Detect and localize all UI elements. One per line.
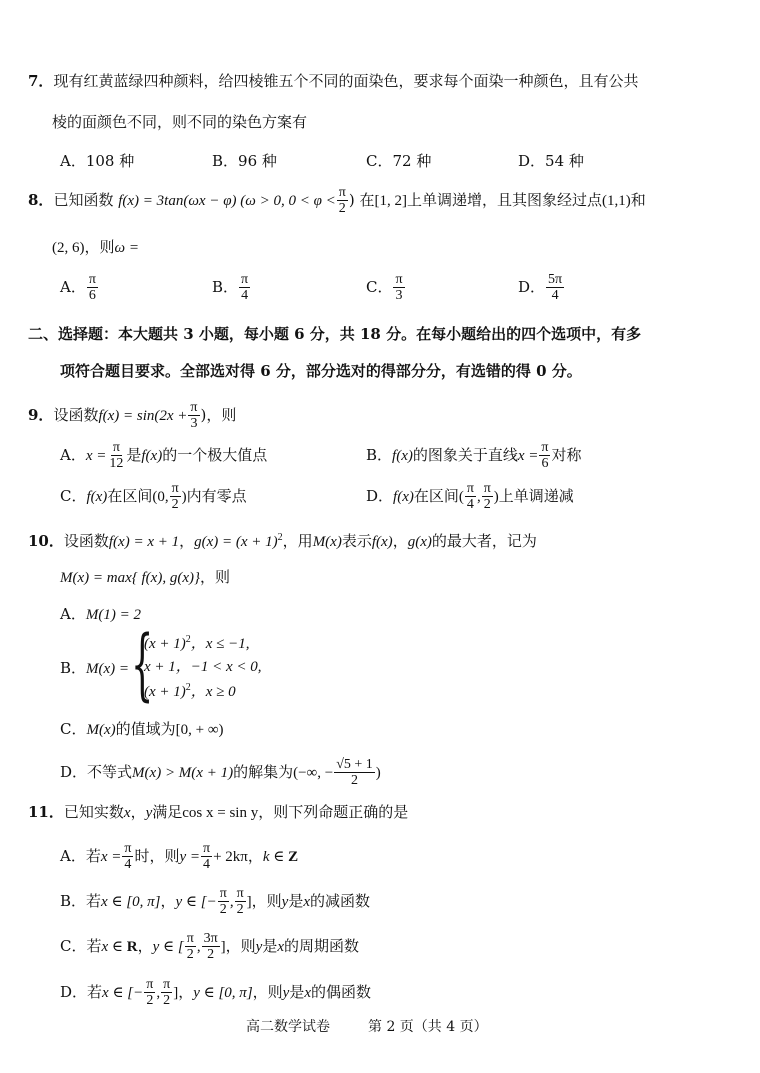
option-b: [366, 440, 582, 472]
question-text: 满足: [152, 803, 183, 821]
math: [0, + ∞): [175, 722, 224, 738]
math: (x + 1): [144, 636, 186, 652]
fraction: $\frac{\pi}{4}$: [203, 841, 211, 873]
math: cos x = sin y: [182, 805, 259, 821]
option-label: B．: [212, 277, 239, 296]
fraction: $\frac{\pi}{4}$: [241, 272, 249, 304]
question-text: 已知实数: [63, 803, 124, 821]
math: f(x): [86, 488, 108, 505]
option-d: D．54 种: [518, 152, 584, 170]
option-label: B．: [60, 659, 87, 677]
math: y: [281, 893, 289, 910]
piecewise-case-1: [144, 634, 250, 653]
fraction: $\frac{\pi}{2}$: [171, 481, 179, 513]
fraction: $\frac{5\pi}{4}$: [548, 272, 563, 304]
math: y ∈ [: [152, 938, 184, 955]
math: M(1) = 2: [85, 607, 141, 623]
interval: [1, 2]: [374, 192, 407, 209]
math: ]: [246, 893, 252, 910]
option-label: A．: [60, 846, 86, 865]
question-text: ，: [130, 803, 146, 821]
exponent: 2: [185, 634, 191, 645]
question-text: 设函数: [63, 532, 109, 550]
question-9-stem: [28, 400, 236, 432]
question-10-line-2: [60, 568, 230, 587]
math: M(x): [86, 722, 116, 738]
math: ]: [220, 938, 226, 955]
option-text: 是: [126, 445, 142, 464]
math: ,: [229, 893, 234, 910]
option-label: B．: [60, 891, 87, 910]
option-text: 对称: [551, 445, 582, 464]
math: + 2kπ，: [213, 848, 263, 865]
math: x: [303, 893, 311, 910]
math: f(x): [371, 534, 393, 550]
option-label: A．: [60, 445, 86, 464]
math: y =: [179, 848, 201, 865]
fraction: $\frac{\pi}{2}$: [146, 977, 154, 1009]
option-a: A．108 种: [60, 152, 135, 170]
option-text: 不等式: [87, 762, 133, 781]
option-text: ，则: [225, 936, 256, 955]
math: y: [145, 805, 153, 821]
fraction: $\frac{\pi}{2}$: [163, 977, 171, 1009]
option-d: [60, 757, 381, 789]
math: ,: [156, 984, 161, 1001]
fraction: $\frac{3\pi}{2}$: [203, 931, 218, 963]
math: ，x ≥ 0: [190, 684, 236, 700]
point: (1,1): [601, 192, 631, 209]
fraction: $\frac{\pi}{3}$: [190, 400, 198, 432]
option-label: C．: [60, 720, 87, 738]
math: x =: [100, 848, 122, 865]
math: x: [304, 984, 312, 1001]
exponent: 2: [185, 682, 191, 693]
option-label: B．: [366, 445, 393, 464]
fraction: $\frac{\pi}{6}$: [541, 440, 549, 472]
option-text: 是: [288, 891, 304, 910]
option-text: 的减函数: [310, 891, 371, 910]
piecewise-brace: {: [131, 620, 154, 710]
question-text: 已知函数: [53, 190, 114, 209]
question-8-line-1: [28, 185, 646, 217]
fraction: $\frac{\pi}{2}$: [186, 931, 194, 963]
math: x =: [517, 447, 539, 464]
math: ): [375, 764, 381, 781]
math: x =: [85, 447, 107, 464]
question-text: ，: [179, 532, 195, 550]
fraction: $\frac{√5 + 1}{2}$: [336, 757, 373, 789]
math: y ∈ [0, π]: [193, 984, 253, 1001]
math: g(x) = (x + 1): [194, 534, 278, 550]
integer-set: Z: [288, 848, 299, 865]
function-formula: f(x) = sin(2x +: [98, 407, 188, 424]
math: f(x): [141, 447, 163, 464]
section-heading-line-2: 项符合题目要求。全部选对得 6 分，部分选对的得部分分，有选错的得 0 分。: [60, 362, 582, 380]
real-set: R: [126, 938, 138, 955]
option-text: 的一个极大值点: [162, 445, 268, 464]
fraction: $\frac{\pi}{2}$: [483, 481, 491, 513]
option-text: 是: [289, 982, 305, 1001]
option-label: D．: [518, 277, 546, 296]
math: f(x): [392, 447, 413, 464]
option-label: D．: [60, 982, 88, 1001]
option-d: [366, 481, 574, 513]
fraction: $\frac{\pi}{6}$: [88, 272, 96, 304]
option-text: ，: [178, 982, 194, 1001]
question-10-line-1: [28, 532, 537, 551]
question-text: 的最大者，记为: [431, 532, 537, 550]
option-d: [60, 977, 371, 1009]
footer-page-number: 第 2 页（共 4 页）: [368, 1019, 488, 1035]
exponent: 2: [277, 532, 283, 543]
math: M(x) = max{ f(x), g(x)}: [60, 570, 200, 586]
math: k ∈: [262, 848, 289, 865]
math: f(x): [393, 488, 414, 505]
option-text: 若: [85, 846, 101, 865]
fraction: $\frac{\pi}{2}$: [219, 886, 227, 918]
option-label: A．: [60, 605, 86, 623]
question-text: ，: [392, 532, 408, 550]
option-c: [60, 720, 224, 739]
question-number: 9．: [28, 405, 54, 424]
question-text: 和: [630, 190, 646, 209]
math: M(x): [312, 534, 342, 550]
footer-subject: 高二数学试卷: [246, 1019, 330, 1035]
option-d: [518, 272, 565, 304]
question-text: 现有红黄蓝绿四种颜料，给四棱锥五个不同的面染色，要求每个面染一种颜色，且有公共: [53, 72, 639, 90]
question-text: ，则下列命题正确的是: [258, 803, 409, 821]
math: x ∈: [101, 938, 127, 955]
fraction: $\frac{\pi}{3}$: [395, 272, 403, 304]
option-label: A．: [60, 277, 86, 296]
question-number: 10．: [28, 532, 64, 550]
math: y: [282, 984, 290, 1001]
option-c: C．72 种: [366, 152, 432, 170]
fraction: $\frac{\pi}{2}$: [338, 185, 346, 217]
option-text: 若: [86, 936, 102, 955]
option-text: 的值域为: [115, 720, 176, 738]
option-text: 的图象关于直线: [412, 445, 518, 464]
math: x ∈ [−: [102, 984, 144, 1001]
math: M(x) =: [86, 661, 130, 677]
option-text: 若: [86, 891, 102, 910]
math: (: [458, 488, 464, 505]
math: y: [255, 938, 263, 955]
fraction: $\frac{\pi}{4}$: [466, 481, 474, 513]
question-text: )，则: [200, 405, 237, 424]
option-text: 内有零点: [186, 486, 247, 505]
question-number: 7．: [28, 72, 54, 90]
option-text: ，: [137, 936, 153, 955]
question-11-stem: [28, 803, 408, 822]
math: (x + 1): [144, 684, 186, 700]
option-text: 时，则: [134, 846, 180, 865]
point: (2, 6): [52, 240, 85, 256]
question-text: ，则: [199, 568, 230, 586]
question-7-line-2: 棱的面颜色不同，则不同的染色方案有: [52, 113, 308, 131]
option-text: 在区间: [107, 486, 153, 505]
math: ，x ≤ −1,: [190, 636, 250, 652]
option-c: [60, 931, 359, 963]
option-b: B．96 种: [212, 152, 277, 170]
fraction: $\frac{\pi}{12}$: [109, 440, 124, 472]
option-a: [60, 272, 99, 304]
question-text: 上单调递增，且其图象经过点: [406, 190, 602, 209]
math: (0,: [152, 488, 169, 505]
math: f(x) = x + 1: [108, 534, 180, 550]
math: x: [123, 805, 131, 821]
question-number: 11．: [28, 803, 64, 821]
option-b: [60, 659, 129, 678]
option-text: 是: [262, 936, 278, 955]
option-text: ，则: [252, 982, 283, 1001]
option-a: [60, 605, 141, 624]
fraction: $\frac{\pi}{2}$: [236, 886, 244, 918]
math: ): [493, 488, 499, 505]
question-text: ，则: [84, 238, 115, 256]
math: y ∈ [−: [175, 893, 217, 910]
option-text: ，则: [251, 891, 282, 910]
option-text: 的解集为: [233, 762, 294, 781]
math: ): [181, 488, 187, 505]
question-number: 8．: [28, 190, 54, 209]
math: x: [277, 938, 285, 955]
option-text: 上单调递减: [498, 486, 574, 505]
question-text: 设函数: [53, 405, 99, 424]
option-c: [60, 481, 247, 513]
math: M(x) > M(x + 1): [132, 764, 234, 781]
option-a: [60, 440, 267, 472]
math: (−∞, −: [293, 764, 334, 781]
question-text: ，用: [282, 532, 313, 550]
option-label: C．: [366, 277, 393, 296]
omega: ω =: [114, 240, 139, 256]
option-label: C．: [60, 936, 87, 955]
option-text: 的偶函数: [311, 982, 372, 1001]
option-text: ，: [160, 891, 176, 910]
option-c: [366, 272, 406, 304]
option-label: D．: [366, 486, 394, 505]
question-text: ) 在: [348, 190, 375, 209]
question-text: 表示: [341, 532, 372, 550]
section-heading-line-1: 二、选择题：本大题共 3 小题，每小题 6 分，共 18 分。在每小题给出的四个选项中，有多: [28, 325, 642, 343]
math: ,: [476, 488, 481, 505]
math: ,: [196, 938, 201, 955]
option-a: [60, 841, 298, 873]
question-7-line-1: [28, 72, 638, 90]
option-text: 若: [87, 982, 103, 1001]
piecewise-case-2: x + 1，−1 < x < 0,: [144, 659, 262, 675]
math: x ∈ [0, π]: [101, 893, 161, 910]
option-b: [212, 272, 251, 304]
option-text: 在区间: [413, 486, 459, 505]
option-b: [60, 886, 370, 918]
option-label: D．: [60, 762, 88, 781]
option-text: 的周期函数: [284, 936, 360, 955]
fraction: $\frac{\pi}{4}$: [124, 841, 132, 873]
function-formula: f(x) = 3tan(ωx − φ) (ω > 0, 0 < φ <: [118, 192, 336, 209]
question-8-line-2: [52, 238, 139, 257]
piecewise-case-3: [144, 682, 236, 701]
math: g(x): [407, 534, 432, 550]
option-label: C．: [60, 486, 87, 505]
math: ]: [173, 984, 179, 1001]
